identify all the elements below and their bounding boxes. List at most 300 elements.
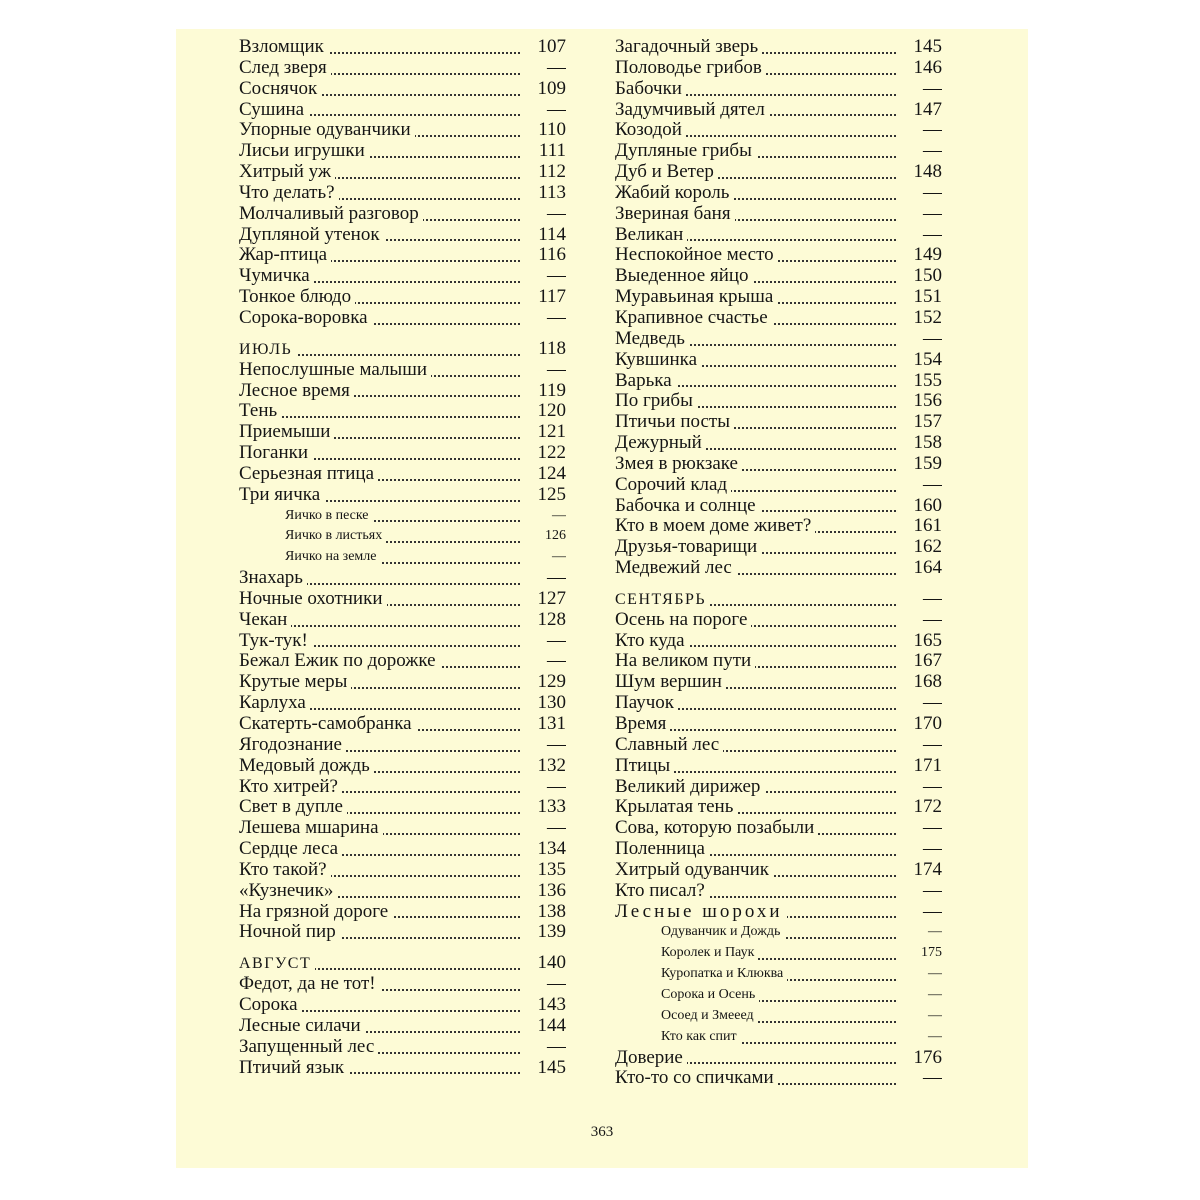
toc-subentry: [615, 1027, 942, 1048]
toc-entry-page: —: [520, 818, 566, 839]
toc-entry-title: Ночной пир: [239, 922, 340, 942]
toc-entry: [239, 777, 566, 798]
toc-entry-title: Сушина: [239, 100, 308, 120]
toc-entry: [239, 714, 566, 735]
toc-entry-title: Великий дирижер: [615, 777, 764, 797]
toc-entry-page: —: [896, 902, 942, 923]
toc-entry-title: Время: [615, 714, 670, 734]
toc-entry-title: Хитрый уж: [239, 162, 335, 182]
toc-entry: [615, 475, 942, 496]
page-number: 363: [590, 1124, 614, 1140]
toc-subentry: [615, 1006, 942, 1027]
toc-entry: [615, 881, 942, 902]
toc-entry-page: —: [520, 360, 566, 381]
toc-entry-page: —: [520, 735, 566, 756]
toc-entry: [615, 902, 942, 923]
toc-entry-title: Лесное время: [239, 381, 354, 401]
toc-entry: [615, 558, 942, 579]
toc-entry-page: 160: [896, 496, 942, 517]
toc-entry-page: 145: [896, 37, 942, 58]
toc-entry-title: Федот, да не тот!: [239, 974, 380, 994]
toc-entry: [239, 881, 566, 902]
toc-entry-page: 143: [520, 995, 566, 1016]
toc-entry: [239, 610, 566, 631]
toc-entry-title: Козодой: [615, 120, 686, 140]
toc-entry-title: Неспокойное место: [615, 245, 778, 265]
toc-entry-title: Загадочный зверь: [615, 37, 762, 57]
toc-entry: [239, 735, 566, 756]
toc-entry-page: —: [520, 568, 566, 589]
toc-entry-page: —: [896, 881, 942, 902]
toc-entry: [239, 756, 566, 777]
toc-entry: [239, 631, 566, 652]
toc-entry-page: —: [520, 58, 566, 79]
toc-entry: [239, 422, 566, 443]
toc-entry-title: Кто такой?: [239, 860, 331, 880]
toc-entry-page: —: [520, 1037, 566, 1058]
toc-entry-page: —: [520, 631, 566, 652]
toc-entry: [239, 37, 566, 58]
toc-entry-page: 120: [520, 401, 566, 422]
toc-entry-page: 161: [896, 516, 942, 537]
toc-entry-page: 107: [520, 37, 566, 58]
toc-entry-page: —: [520, 266, 566, 287]
toc-entry-page: 111: [520, 141, 566, 162]
toc-entry: [239, 651, 566, 672]
toc-entry: [239, 839, 566, 860]
toc-entry-page: —: [896, 693, 942, 714]
toc-entry-page: —: [520, 651, 566, 672]
toc-entry: [239, 401, 566, 422]
toc-entry-title: Свет в дупле: [239, 797, 347, 817]
toc-entry-page: 136: [520, 881, 566, 902]
toc-entry: [615, 797, 942, 818]
toc-right-column: [615, 37, 942, 1089]
toc-entry: [615, 818, 942, 839]
toc-entry-title: Славный лес: [615, 735, 723, 755]
toc-entry-page: —: [896, 985, 942, 1006]
toc-entry-title: Чекан: [239, 610, 291, 630]
toc-subentry: [239, 547, 566, 568]
toc-entry-page: 167: [896, 651, 942, 672]
toc-entry-page: —: [896, 1027, 942, 1048]
toc-entry-title: Дупляной утенок: [239, 225, 384, 245]
toc-entry-title: Медвежий лес: [615, 558, 736, 578]
toc-entry-title: Лесные шорохи: [615, 902, 787, 922]
toc-entry-page: 112: [520, 162, 566, 183]
toc-entry-title: Кто как спит: [661, 1029, 741, 1044]
toc-entry-title: Звериная баня: [615, 204, 735, 224]
toc-entry-page: 176: [896, 1048, 942, 1069]
toc-entry-title: «Кузнечик»: [239, 881, 337, 901]
toc-entry: [615, 735, 942, 756]
toc-entry: [239, 672, 566, 693]
toc-entry-page: 168: [896, 672, 942, 693]
toc-entry-page: 171: [896, 756, 942, 777]
toc-entry: [615, 496, 942, 517]
toc-subentry: [239, 526, 566, 547]
toc-entry-title: На грязной дороге: [239, 902, 392, 922]
toc-entry-page: —: [520, 974, 566, 995]
toc-entry-title: Жабий король: [615, 183, 733, 203]
toc-entry-title: Яичко в листьях: [285, 528, 386, 543]
toc-entry: [239, 360, 566, 381]
toc-subentry: [615, 985, 942, 1006]
toc-entry: [239, 183, 566, 204]
toc-entry: [615, 37, 942, 58]
toc-entry: [615, 141, 942, 162]
toc-entry-page: 147: [896, 100, 942, 121]
toc-entry-title: Жар-птица: [239, 245, 331, 265]
toc-entry-title: Сорочий клад: [615, 475, 731, 495]
toc-entry-title: Осоед и Змееед: [661, 1008, 758, 1023]
toc-entry-page: 138: [520, 902, 566, 923]
toc-entry: [239, 100, 566, 121]
toc-entry-page: —: [896, 1068, 942, 1089]
toc-page: [176, 29, 1028, 1168]
toc-entry-page: 130: [520, 693, 566, 714]
toc-entry: [615, 516, 942, 537]
toc-entry-page: 129: [520, 672, 566, 693]
toc-entry-title: Лешева мшарина: [239, 818, 383, 838]
toc-entry-title: Лисьи игрушки: [239, 141, 369, 161]
toc-entry: [239, 204, 566, 225]
toc-entry: [615, 120, 942, 141]
toc-entry-title: Бабочка и солнце: [615, 496, 760, 516]
toc-entry-title: Куропатка и Клюква: [661, 966, 787, 981]
toc-entry-page: —: [896, 79, 942, 100]
toc-entry-title: Непослушные малыши: [239, 360, 431, 380]
toc-entry-title: Одуванчик и Дождь: [661, 924, 784, 939]
section-gap: [239, 943, 566, 953]
toc-entry-page: —: [520, 100, 566, 121]
toc-entry-page: —: [896, 839, 942, 860]
toc-entry: [615, 245, 942, 266]
toc-entry: [239, 464, 566, 485]
toc-entry-title: Друзья-товарищи: [615, 537, 761, 557]
toc-entry-page: —: [520, 777, 566, 798]
toc-entry-title: Медовый дождь: [239, 756, 374, 776]
toc-entry-page: —: [896, 141, 942, 162]
toc-entry-page: 126: [520, 526, 566, 547]
toc-entry-page: 122: [520, 443, 566, 464]
toc-entry: [615, 672, 942, 693]
toc-entry-title: Тонкое блюдо: [239, 287, 355, 307]
toc-entry-title: Сердце леса: [239, 839, 342, 859]
toc-entry: [239, 79, 566, 100]
toc-section-heading: [615, 589, 942, 610]
toc-entry-title: Осень на пороге: [615, 610, 751, 630]
toc-entry-page: 116: [520, 245, 566, 266]
toc-entry-page: 170: [896, 714, 942, 735]
toc-entry-page: —: [520, 204, 566, 225]
toc-entry: [239, 485, 566, 506]
toc-section-heading: [239, 339, 566, 360]
toc-entry: [239, 922, 566, 943]
toc-entry-page: 146: [896, 58, 942, 79]
toc-entry: [239, 1016, 566, 1037]
toc-entry: [239, 443, 566, 464]
toc-entry-page: 150: [896, 266, 942, 287]
toc-entry-page: 149: [896, 245, 942, 266]
toc-entry: [239, 797, 566, 818]
toc-section-heading: [239, 953, 566, 974]
toc-entry-title: АВГУСТ: [239, 955, 315, 972]
toc-entry-title: Лесные силачи: [239, 1016, 365, 1036]
toc-entry-page: 135: [520, 860, 566, 881]
toc-subentry: [615, 922, 942, 943]
toc-entry-title: Сорока-воровка: [239, 308, 372, 328]
toc-entry-title: Варька: [615, 371, 676, 391]
toc-entry-title: Дуб и Ветер: [615, 162, 718, 182]
toc-entry-page: 140: [520, 953, 566, 974]
toc-entry-page: 134: [520, 839, 566, 860]
toc-entry-title: Тень: [239, 401, 281, 421]
toc-entry: [239, 589, 566, 610]
toc-entry-page: —: [896, 120, 942, 141]
toc-entry-page: 151: [896, 287, 942, 308]
toc-entry: [615, 1048, 942, 1069]
dot-leader: [239, 416, 520, 418]
toc-entry-title: Запущенный лес: [239, 1037, 378, 1057]
toc-entry-title: Сорока: [239, 995, 302, 1015]
toc-entry-title: Карлуха: [239, 693, 310, 713]
toc-entry-page: 154: [896, 350, 942, 371]
toc-entry: [615, 225, 942, 246]
toc-entry: [615, 350, 942, 371]
toc-entry-title: Крылатая тень: [615, 797, 737, 817]
toc-entry-page: 114: [520, 225, 566, 246]
toc-entry: [239, 860, 566, 881]
toc-entry-page: 132: [520, 756, 566, 777]
toc-entry-page: 110: [520, 120, 566, 141]
toc-entry-page: 131: [520, 714, 566, 735]
toc-entry-title: Птичий язык: [239, 1058, 348, 1078]
toc-entry-page: —: [896, 225, 942, 246]
toc-entry-title: Выеденное яйцо: [615, 266, 753, 286]
toc-entry-page: 128: [520, 610, 566, 631]
toc-entry: [615, 183, 942, 204]
toc-entry-title: Королек и Паук: [661, 945, 758, 960]
toc-left-column: [239, 37, 566, 1078]
toc-entry-title: Яичко на земле: [285, 549, 380, 564]
toc-entry-title: Бежал Ежик по дорожке: [239, 651, 440, 671]
toc-entry-title: Дупляные грибы: [615, 141, 756, 161]
toc-entry: [615, 631, 942, 652]
toc-entry-page: 155: [896, 371, 942, 392]
toc-entry-page: 145: [520, 1058, 566, 1079]
toc-entry: [239, 141, 566, 162]
toc-entry-page: 139: [520, 922, 566, 943]
toc-entry-title: Медведь: [615, 329, 689, 349]
toc-entry-page: —: [896, 329, 942, 350]
toc-entry-title: Что делать?: [239, 183, 339, 203]
toc-entry-title: Змея в рюкзаке: [615, 454, 742, 474]
toc-subentry: [615, 943, 942, 964]
toc-entry-title: Дежурный: [615, 433, 706, 453]
toc-entry-title: Кто-то со спичками: [615, 1068, 778, 1088]
toc-entry: [615, 266, 942, 287]
toc-entry: [239, 568, 566, 589]
toc-entry: [615, 287, 942, 308]
toc-entry-title: Кто хитрей?: [239, 777, 342, 797]
toc-entry-title: Крутые меры: [239, 672, 351, 692]
toc-entry: [615, 1068, 942, 1089]
toc-entry: [615, 371, 942, 392]
toc-entry-title: Упорные одуванчики: [239, 120, 415, 140]
toc-entry: [615, 204, 942, 225]
toc-entry: [239, 1058, 566, 1079]
toc-entry-page: 158: [896, 433, 942, 454]
toc-entry-title: Скатерть-самобранка: [239, 714, 416, 734]
toc-entry-page: 174: [896, 860, 942, 881]
section-gap: [615, 579, 942, 589]
toc-entry-page: —: [896, 922, 942, 943]
toc-entry-title: Хитрый одуванчик: [615, 860, 773, 880]
toc-entry: [615, 693, 942, 714]
toc-entry-title: Приемыши: [239, 422, 334, 442]
toc-entry-page: 175: [896, 943, 942, 964]
toc-entry: [239, 245, 566, 266]
toc-entry-title: СЕНТЯБРЬ: [615, 591, 710, 608]
toc-entry: [239, 225, 566, 246]
toc-entry-title: Птичьи посты: [615, 412, 734, 432]
toc-entry: [239, 287, 566, 308]
toc-entry: [615, 714, 942, 735]
toc-entry: [615, 391, 942, 412]
toc-entry-page: 118: [520, 339, 566, 360]
toc-entry-title: Поганки: [239, 443, 312, 463]
toc-entry: [615, 308, 942, 329]
toc-entry-page: 165: [896, 631, 942, 652]
toc-entry-title: По грибы: [615, 391, 697, 411]
toc-entry: [615, 777, 942, 798]
toc-entry-page: —: [896, 964, 942, 985]
toc-entry: [239, 974, 566, 995]
toc-entry-title: Великан: [615, 225, 687, 245]
toc-entry: [615, 860, 942, 881]
toc-entry-page: —: [896, 777, 942, 798]
toc-entry-page: 144: [520, 1016, 566, 1037]
toc-entry: [239, 120, 566, 141]
toc-entry-title: След зверя: [239, 58, 331, 78]
toc-entry-page: 159: [896, 454, 942, 475]
toc-entry-title: Ночные охотники: [239, 589, 387, 609]
toc-entry-title: Знахарь: [239, 568, 307, 588]
toc-entry: [615, 756, 942, 777]
toc-entry: [615, 651, 942, 672]
toc-entry-title: ИЮЛЬ: [239, 341, 296, 358]
toc-entry-page: 157: [896, 412, 942, 433]
toc-entry-title: Ягодознание: [239, 735, 346, 755]
toc-entry: [615, 58, 942, 79]
toc-entry-title: Крапивное счастье: [615, 308, 772, 328]
toc-entry: [239, 266, 566, 287]
toc-subentry: [239, 506, 566, 527]
toc-entry: [239, 902, 566, 923]
section-gap: [239, 329, 566, 339]
toc-entry-page: 148: [896, 162, 942, 183]
toc-entry: [239, 381, 566, 402]
toc-entry-title: Серьезная птица: [239, 464, 378, 484]
toc-entry-page: —: [520, 506, 566, 527]
toc-entry-page: —: [896, 1006, 942, 1027]
toc-entry-page: —: [520, 547, 566, 568]
toc-entry-title: Кувшинка: [615, 350, 701, 370]
toc-entry: [239, 162, 566, 183]
toc-entry-title: Бабочки: [615, 79, 686, 99]
toc-entry-title: Яичко в песке: [285, 508, 373, 523]
toc-entry: [239, 58, 566, 79]
toc-entry-page: —: [896, 610, 942, 631]
toc-entry-page: —: [896, 204, 942, 225]
toc-entry-page: 127: [520, 589, 566, 610]
toc-entry-page: 124: [520, 464, 566, 485]
toc-entry-page: —: [896, 818, 942, 839]
toc-entry-page: 113: [520, 183, 566, 204]
toc-entry: [615, 79, 942, 100]
toc-entry-title: Шум вершин: [615, 672, 726, 692]
toc-entry: [239, 1037, 566, 1058]
toc-entry-title: Половодье грибов: [615, 58, 766, 78]
toc-entry: [239, 995, 566, 1016]
toc-entry-title: Задумчивый дятел: [615, 100, 769, 120]
toc-entry: [615, 100, 942, 121]
toc-entry: [615, 329, 942, 350]
toc-entry: [239, 308, 566, 329]
toc-entry-title: Доверие: [615, 1048, 687, 1068]
toc-entry: [239, 818, 566, 839]
toc-entry-title: Молчаливый разговор: [239, 204, 423, 224]
toc-entry-page: 109: [520, 79, 566, 100]
toc-entry-title: Сорока и Осень: [661, 987, 759, 1002]
toc-entry: [615, 433, 942, 454]
toc-entry-page: 162: [896, 537, 942, 558]
toc-entry-page: 119: [520, 381, 566, 402]
toc-entry-page: —: [520, 308, 566, 329]
toc-entry-title: Взломщик: [239, 37, 328, 57]
toc-entry-page: 164: [896, 558, 942, 579]
toc-entry-page: 121: [520, 422, 566, 443]
toc-entry-title: Кто куда: [615, 631, 689, 651]
toc-entry-page: 117: [520, 287, 566, 308]
toc-entry-title: Сова, которую позабыли: [615, 818, 818, 838]
toc-entry-title: Тук-тук!: [239, 631, 312, 651]
toc-subentry: [615, 964, 942, 985]
toc-entry-page: —: [896, 475, 942, 496]
toc-entry-title: Паучок: [615, 693, 678, 713]
toc-entry-page: 172: [896, 797, 942, 818]
toc-entry: [615, 610, 942, 631]
toc-entry: [615, 839, 942, 860]
toc-entry-page: —: [896, 589, 942, 610]
toc-entry-page: 152: [896, 308, 942, 329]
toc-entry-page: 156: [896, 391, 942, 412]
toc-entry-page: —: [896, 735, 942, 756]
toc-entry-title: На великом пути: [615, 651, 755, 671]
toc-entry: [615, 537, 942, 558]
toc-entry-title: Муравьиная крыша: [615, 287, 777, 307]
toc-entry: [615, 162, 942, 183]
toc-entry-title: Кто в моем доме живет?: [615, 516, 815, 536]
toc-entry-title: Три яичка: [239, 485, 324, 505]
toc-entry-title: Кто писал?: [615, 881, 709, 901]
toc-entry-page: 133: [520, 797, 566, 818]
toc-entry-title: Чумичка: [239, 266, 314, 286]
toc-entry: [615, 412, 942, 433]
toc-entry-title: Поленница: [615, 839, 709, 859]
toc-entry-page: —: [896, 183, 942, 204]
